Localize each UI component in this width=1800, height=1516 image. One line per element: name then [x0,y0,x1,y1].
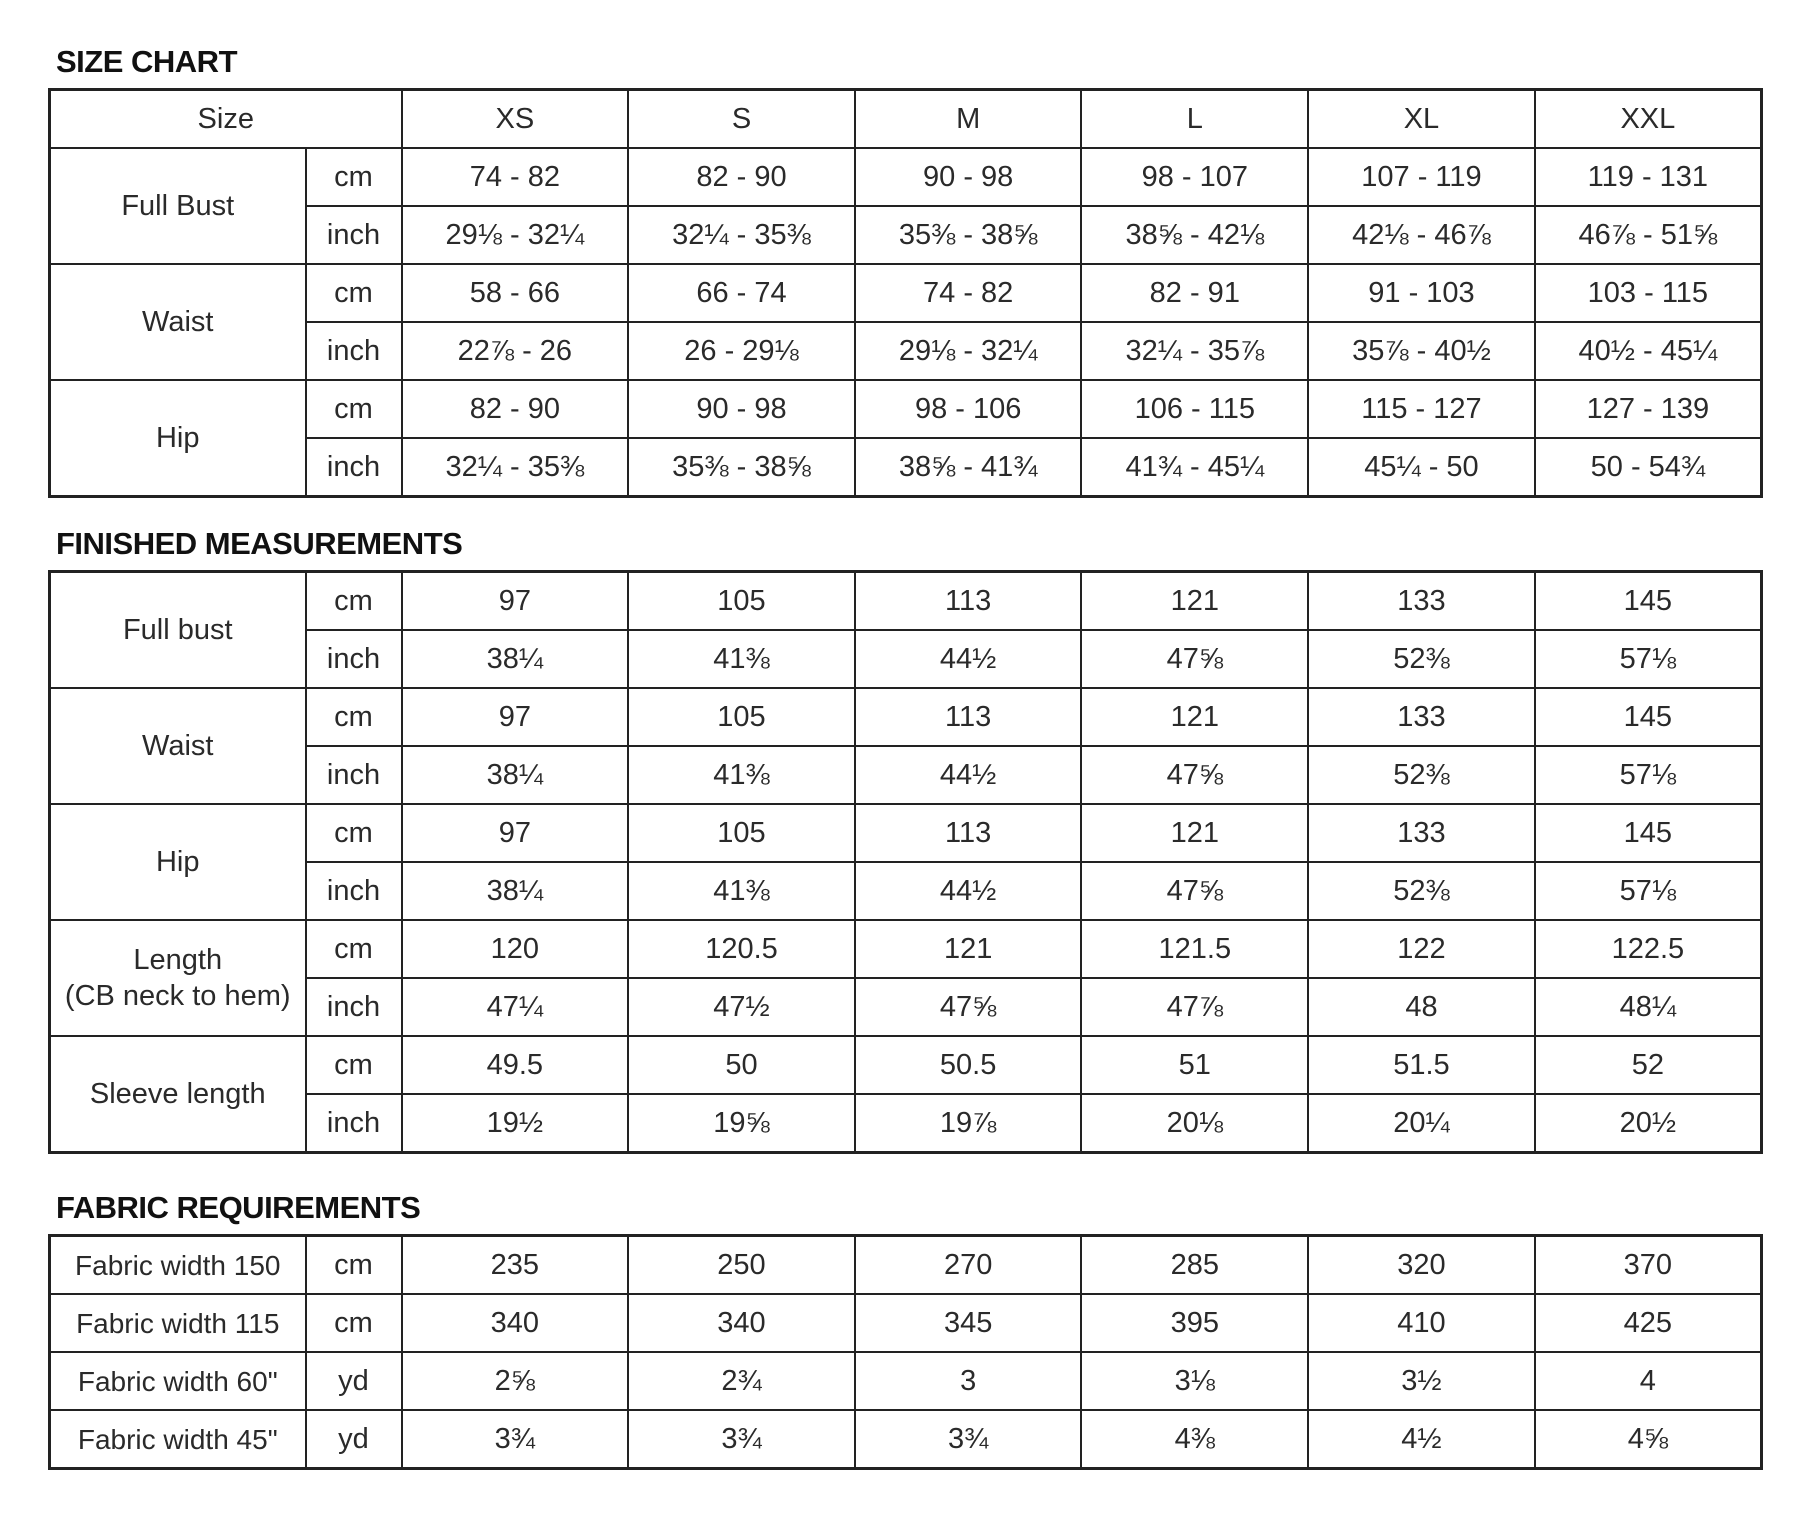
table-row [50,804,1762,862]
value-cell: 41⅜ [628,746,855,804]
value-cell: 57⅛ [1535,630,1762,688]
value-cell: 120 [402,920,629,978]
value-cell: 26 - 29⅛ [628,322,855,380]
value-cell: 74 - 82 [855,264,1082,322]
value-cell: 145 [1535,572,1762,631]
value-cell: 122 [1308,920,1535,978]
value-cell: 47¼ [402,978,629,1036]
value-cell: 44½ [855,630,1082,688]
value-cell: 133 [1308,572,1535,631]
table-row [50,688,1762,746]
table-row [50,322,1762,380]
value-cell: 66 - 74 [628,264,855,322]
value-cell: 46⅞ - 51⅝ [1535,206,1762,264]
value-cell: 32¼ - 35⅜ [628,206,855,264]
value-cell: 52 [1535,1036,1762,1094]
measurement-label [50,804,306,920]
fabric-requirements-title: FABRIC REQUIREMENTS [56,1190,421,1225]
value-cell: 105 [628,688,855,746]
value-cell: 47⅝ [1081,862,1308,920]
finished-measurements-title: FINISHED MEASUREMENTS [56,526,463,561]
table-row [50,1236,1762,1295]
value-cell: 42⅛ - 46⅞ [1308,206,1535,264]
value-cell: 370 [1535,1236,1762,1295]
unit-cell: cm [306,688,402,746]
value-cell: 38⅝ - 42⅛ [1081,206,1308,264]
table-row [50,978,1762,1036]
value-cell: 97 [402,688,629,746]
unit-cell: yd [306,1410,402,1469]
value-cell: 121.5 [1081,920,1308,978]
size-xs: XS [402,90,629,149]
value-cell: 145 [1535,804,1762,862]
value-cell: 97 [402,572,629,631]
size-chart-title: SIZE CHART [56,44,237,79]
value-cell: 82 - 90 [628,148,855,206]
value-cell: 145 [1535,688,1762,746]
unit-cell: cm [306,1236,402,1295]
value-cell: 122.5 [1535,920,1762,978]
value-cell: 105 [628,804,855,862]
unit-cell: cm [306,264,402,322]
table-row [50,572,1762,631]
value-cell: 285 [1081,1236,1308,1295]
value-cell: 19⅞ [855,1094,1082,1153]
table-row [50,920,1762,978]
value-cell: 47⅞ [1081,978,1308,1036]
measurement-name: Hip [155,845,200,878]
unit-cell: cm [306,380,402,438]
value-cell: 2¾ [628,1352,855,1410]
value-cell: 97 [402,804,629,862]
value-cell: 3 [855,1352,1082,1410]
measurement-name: Hip [155,421,200,454]
value-cell: 105 [628,572,855,631]
value-cell: 121 [1081,688,1308,746]
measurement-name: Length [133,943,223,976]
measurement-label [50,688,306,804]
table-row [50,630,1762,688]
value-cell: 3¾ [628,1410,855,1469]
size-label: Size [50,90,402,149]
value-cell: 58 - 66 [402,264,629,322]
value-cell: 250 [628,1236,855,1295]
value-cell: 106 - 115 [1081,380,1308,438]
value-cell: 41⅜ [628,630,855,688]
value-cell: 133 [1308,688,1535,746]
measurement-name-detail: (CB neck to hem) [64,980,291,1012]
value-cell: 3⅛ [1081,1352,1308,1410]
unit-cell: inch [306,978,402,1036]
value-cell: 49.5 [402,1036,629,1094]
value-cell: 98 - 107 [1081,148,1308,206]
value-cell: 133 [1308,804,1535,862]
value-cell: 57⅛ [1535,746,1762,804]
value-cell: 51 [1081,1036,1308,1094]
value-cell: 35⅜ - 38⅝ [855,206,1082,264]
value-cell: 48 [1308,978,1535,1036]
value-cell: 410 [1308,1294,1535,1352]
value-cell: 115 - 127 [1308,380,1535,438]
value-cell: 41¾ - 45¼ [1081,438,1308,497]
value-cell: 345 [855,1294,1082,1352]
value-cell: 35⅜ - 38⅝ [628,438,855,497]
value-cell: 3½ [1308,1352,1535,1410]
value-cell: 91 - 103 [1308,264,1535,322]
value-cell: 38¼ [402,862,629,920]
measurement-label [50,920,306,1036]
fabric-width-label: Fabric width 150 [50,1236,306,1295]
unit-cell: inch [306,746,402,804]
unit-cell: cm [306,572,402,631]
value-cell: 38¼ [402,630,629,688]
unit-cell: yd [306,1352,402,1410]
unit-cell: cm [306,920,402,978]
measurement-name: Waist [142,305,214,338]
size-chart-table [48,88,1763,498]
value-cell: 4⅝ [1535,1410,1762,1469]
unit-cell: cm [306,1294,402,1352]
value-cell: 32¼ - 35⅞ [1081,322,1308,380]
value-cell: 320 [1308,1236,1535,1295]
value-cell: 3¾ [855,1410,1082,1469]
value-cell: 2⅝ [402,1352,629,1410]
fabric-width-label: Fabric width 115 [50,1294,306,1352]
value-cell: 52⅜ [1308,862,1535,920]
value-cell: 20½ [1535,1094,1762,1153]
value-cell: 45¼ - 50 [1308,438,1535,497]
value-cell: 20¼ [1308,1094,1535,1153]
table-row [50,206,1762,264]
table-row [50,380,1762,438]
value-cell: 19⅝ [628,1094,855,1153]
table-row [50,148,1762,206]
value-cell: 107 - 119 [1308,148,1535,206]
value-cell: 90 - 98 [855,148,1082,206]
value-cell: 113 [855,688,1082,746]
value-cell: 51.5 [1308,1036,1535,1094]
value-cell: 121 [855,920,1082,978]
measurement-name: Sleeve length [89,1077,266,1110]
table-row [50,264,1762,322]
measurement-name: Full Bust [121,189,235,222]
value-cell: 40½ - 45¼ [1535,322,1762,380]
value-cell: 48¼ [1535,978,1762,1036]
measurement-label [50,572,306,689]
value-cell: 235 [402,1236,629,1295]
value-cell: 121 [1081,804,1308,862]
table-row [50,1036,1762,1094]
fabric-width-label: Fabric width 60" [50,1352,306,1410]
value-cell: 52⅜ [1308,630,1535,688]
size-s: S [628,90,855,149]
finished-measurements-table [48,570,1763,1154]
table-row [50,1094,1762,1153]
value-cell: 90 - 98 [628,380,855,438]
value-cell: 82 - 90 [402,380,629,438]
value-cell: 103 - 115 [1535,264,1762,322]
unit-cell: cm [306,804,402,862]
size-l: L [1081,90,1308,149]
value-cell: 32¼ - 35⅜ [402,438,629,497]
value-cell: 4⅜ [1081,1410,1308,1469]
measurement-name: Full bust [122,613,233,646]
unit-cell: inch [306,206,402,264]
value-cell: 47⅝ [1081,630,1308,688]
value-cell: 47½ [628,978,855,1036]
value-cell: 41⅜ [628,862,855,920]
value-cell: 3¾ [402,1410,629,1469]
table-row [50,1294,1762,1352]
measurement-label [50,1036,306,1153]
value-cell: 22⅞ - 26 [402,322,629,380]
value-cell: 113 [855,804,1082,862]
value-cell: 38¼ [402,746,629,804]
unit-cell: cm [306,148,402,206]
value-cell: 38⅝ - 41¾ [855,438,1082,497]
size-header-row [50,90,1762,149]
value-cell: 340 [628,1294,855,1352]
value-cell: 120.5 [628,920,855,978]
value-cell: 119 - 131 [1535,148,1762,206]
unit-cell: inch [306,322,402,380]
unit-cell: inch [306,1094,402,1153]
value-cell: 4½ [1308,1410,1535,1469]
value-cell: 29⅛ - 32¼ [855,322,1082,380]
measurement-label [50,148,306,264]
value-cell: 82 - 91 [1081,264,1308,322]
value-cell: 340 [402,1294,629,1352]
table-row [50,438,1762,497]
value-cell: 44½ [855,862,1082,920]
measurement-label [50,380,306,497]
value-cell: 50 - 54¾ [1535,438,1762,497]
value-cell: 19½ [402,1094,629,1153]
table-row [50,1410,1762,1469]
value-cell: 4 [1535,1352,1762,1410]
value-cell: 20⅛ [1081,1094,1308,1153]
value-cell: 44½ [855,746,1082,804]
value-cell: 50.5 [855,1036,1082,1094]
value-cell: 270 [855,1236,1082,1295]
value-cell: 127 - 139 [1535,380,1762,438]
unit-cell: inch [306,862,402,920]
table-row [50,746,1762,804]
value-cell: 29⅛ - 32¼ [402,206,629,264]
unit-cell: inch [306,438,402,497]
value-cell: 113 [855,572,1082,631]
value-cell: 35⅞ - 40½ [1308,322,1535,380]
size-xxl: XXL [1535,90,1762,149]
fabric-width-label: Fabric width 45" [50,1410,306,1469]
measurement-label [50,264,306,380]
value-cell: 52⅜ [1308,746,1535,804]
value-cell: 74 - 82 [402,148,629,206]
measurement-name: Waist [142,729,214,762]
value-cell: 425 [1535,1294,1762,1352]
unit-cell: cm [306,1036,402,1094]
value-cell: 50 [628,1036,855,1094]
size-xl: XL [1308,90,1535,149]
value-cell: 395 [1081,1294,1308,1352]
table-row [50,862,1762,920]
size-m: M [855,90,1082,149]
table-row [50,1352,1762,1410]
value-cell: 57⅛ [1535,862,1762,920]
unit-cell: inch [306,630,402,688]
fabric-requirements-table [48,1234,1763,1470]
value-cell: 47⅝ [855,978,1082,1036]
value-cell: 98 - 106 [855,380,1082,438]
value-cell: 47⅝ [1081,746,1308,804]
value-cell: 121 [1081,572,1308,631]
